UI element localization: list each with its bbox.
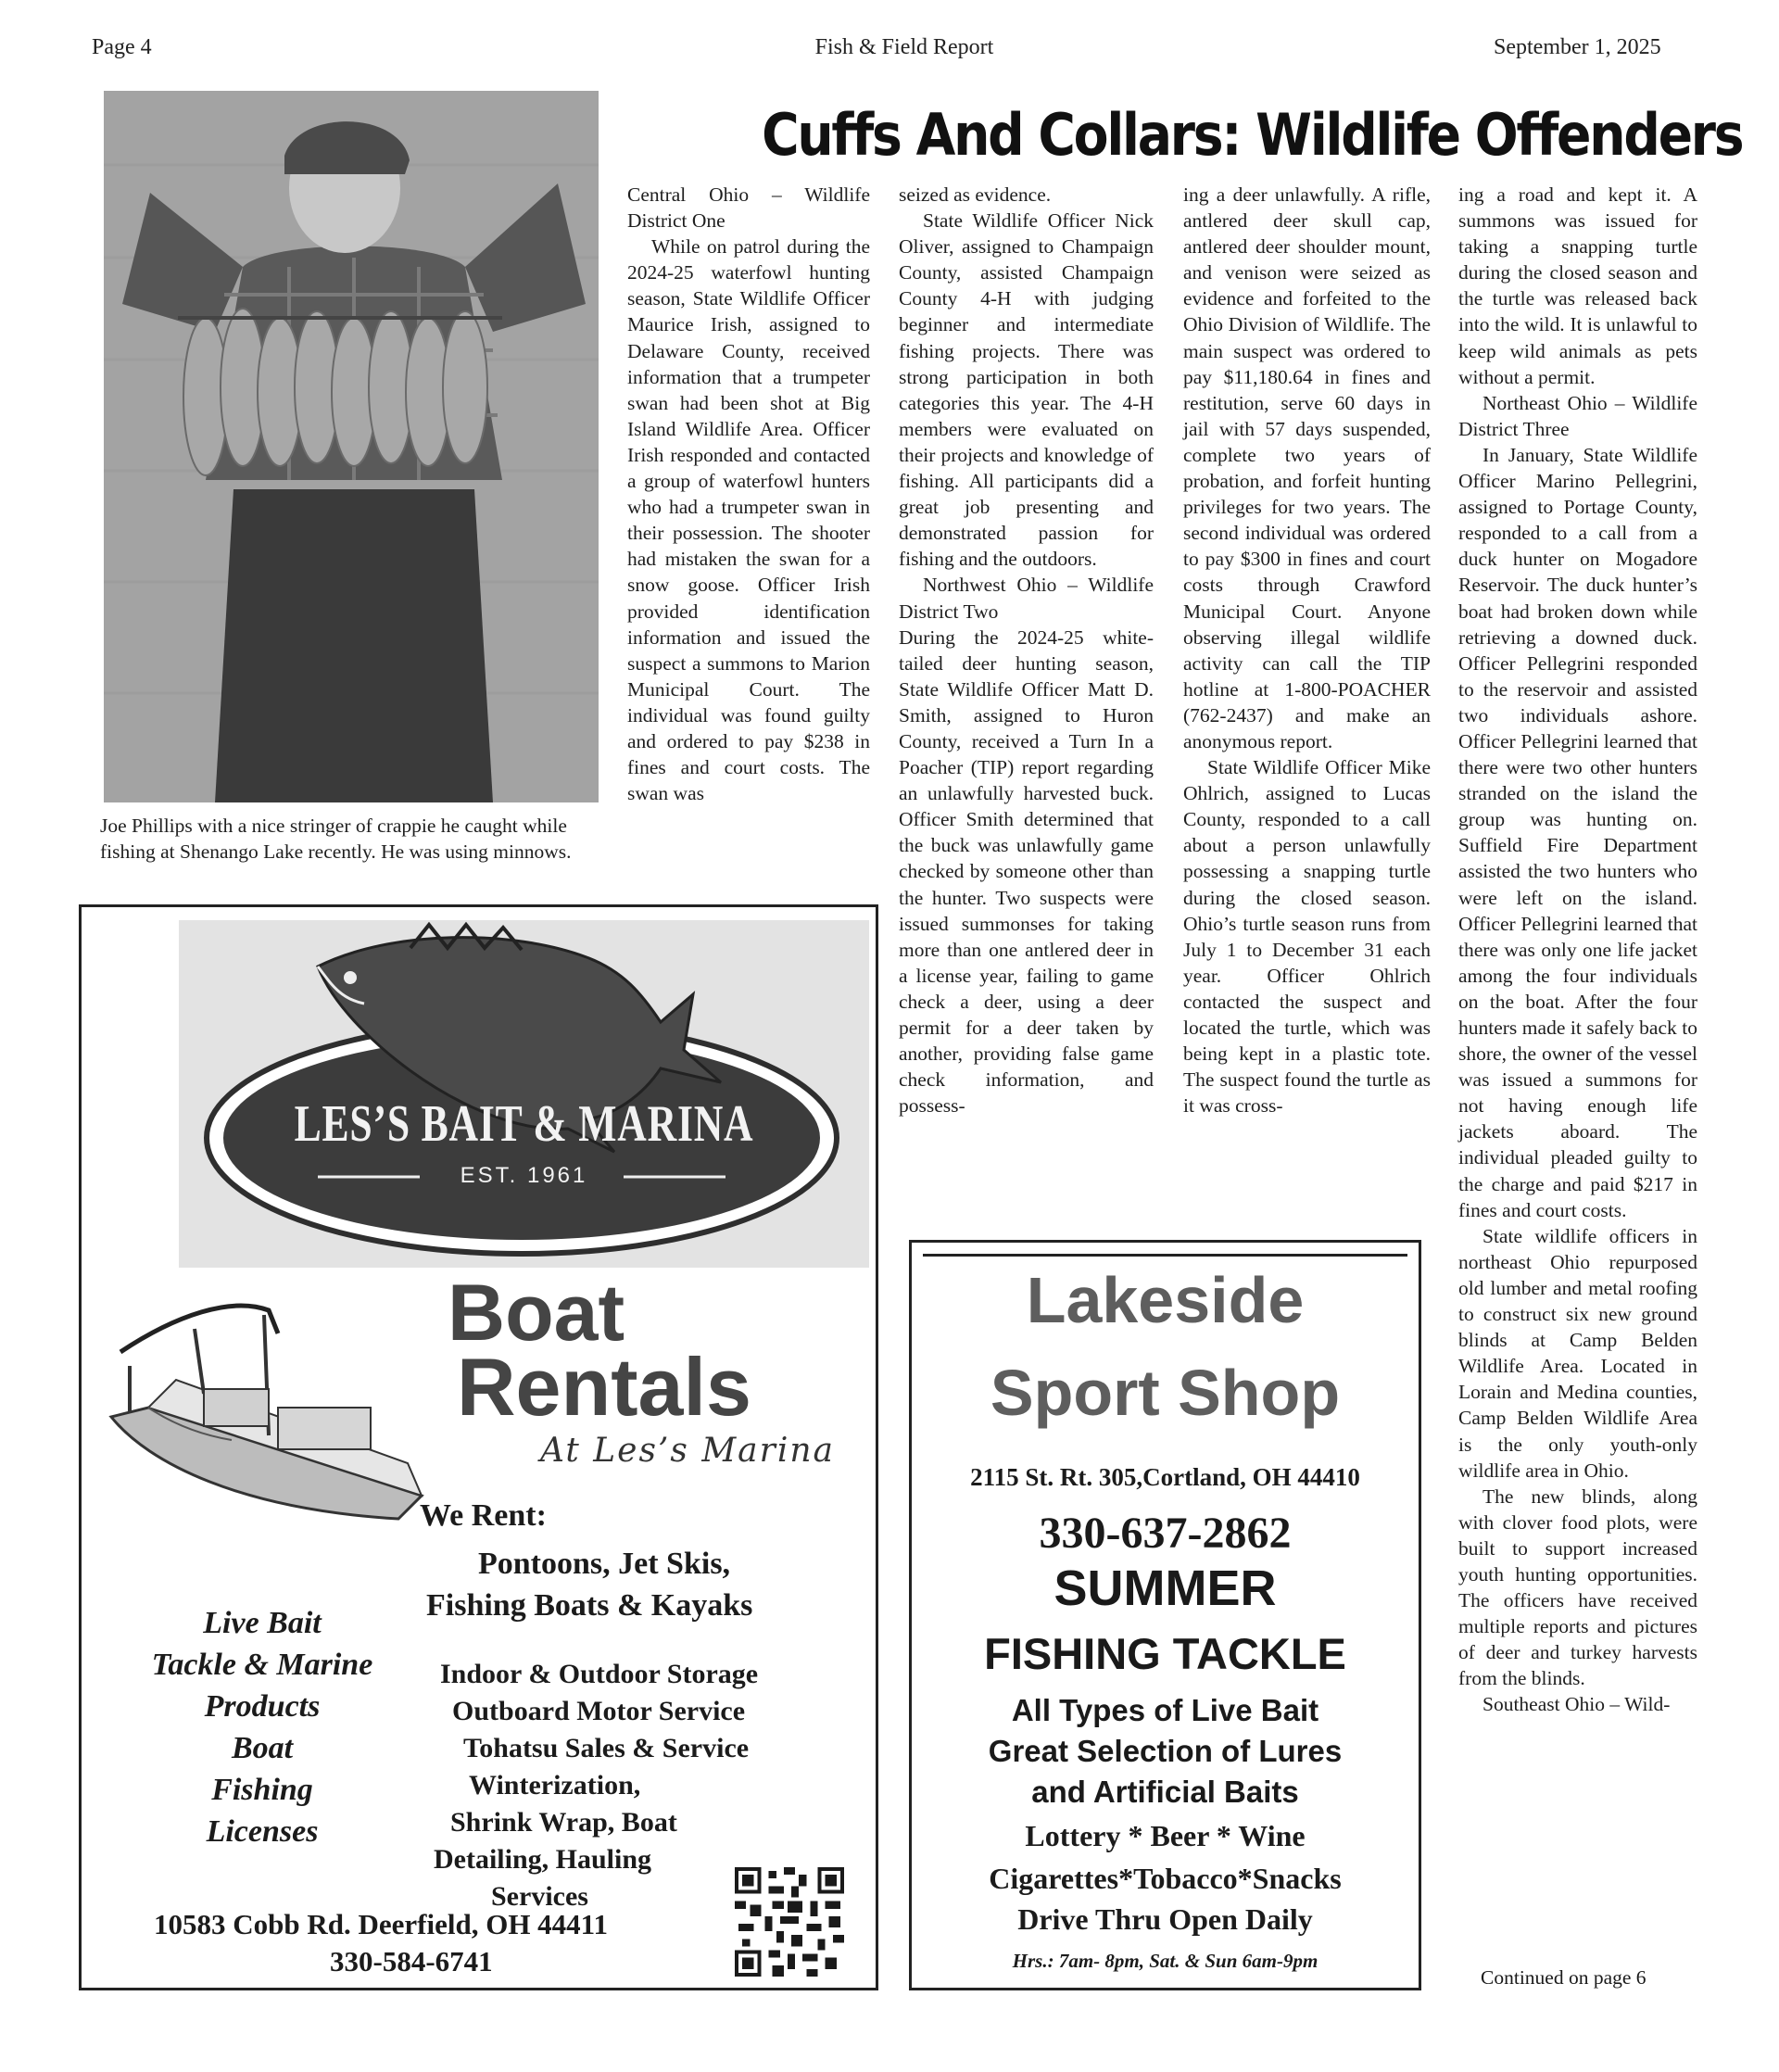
publication-name: Fish & Field Report <box>814 35 994 59</box>
product-item: Fishing <box>211 1773 313 1807</box>
les-address: 10583 Cobb Rd. Deerfield, OH 44411 <box>154 1908 608 1940</box>
article-paragraph: While on patrol during the 2024-25 waterfowl hunting season, State Wildlife Officer Maurice Irish, assigned to Delaware County, received information that a trumpeter swan had been shot at Big Island Wildlife Area. Officer Irish responded and contacted a group of waterfowl hunters who had a trumpeter swan in their possession. The shooter had mistaken the swan for a snow goose. Officer Irish provided identification information and issued the suspect a summons to Marion Municipal Court. The individual was found guilty and ordered to pay $238 in fines and court costs. The swan was <box>627 235 870 805</box>
section-heading: Central Ohio – Wildlife District One <box>627 183 870 233</box>
rentals-word: Rentals <box>457 1341 751 1433</box>
product-item: Licenses <box>206 1814 319 1849</box>
left-product-list <box>105 1602 420 1852</box>
les-logo <box>179 920 869 1268</box>
pontoon-boat-image <box>93 1278 445 1528</box>
article-paragraph: State Wildlife Officer Nick Oliver, assigned to Champaign County, assisted Champaign County 4-H with judging beginner and intermediate fishing projects. There was strong participation in both categories this year. The 4-H members were evaluated on their projects and knowledge of fishing. All participants did a great job presenting and demonstrated passion for fishing and the outdoors. <box>899 209 1154 571</box>
summer-heading: SUMMER <box>1054 1560 1277 1616</box>
continued-note: Continued on page 6 <box>1481 1966 1647 1989</box>
ad-line-baits: and Artificial Baits <box>1031 1775 1299 1809</box>
pontoon-boat-icon <box>93 1278 445 1528</box>
article-paragraph: In January, State Wildlife Officer Marino Pellegrini, assigned to Portage County, responded to a call from a duck hunter on Mogadore Reservoir. The duck hunter’s boat had broken down while retrieving a downed duck. Officer Pellegrini responded to the reservoir and assisted two individuals ashore. Officer Pellegrini learned that there were two other hunters stranded on the island the group was hunting on. Suffield Fire Department assisted the two hunters who were left on the island. Officer Pellegrini learned that there was only one life jacket among the four individuals on the boat. After the four hunters made it safely back to shore, the owner of the vessel was issued a summons for not having enough life jackets aboard. The individual pleaded guilty to the charge and paid $217 in fines and court costs. <box>1458 443 1697 1221</box>
article-paragraph: The new blinds, along with clover food plots, were built to support increased youth hunting opportunities. The officers have received multiple reports and pictures of deer and turkey harvests from the blinds. <box>1458 1485 1697 1690</box>
service-item: Detailing, Hauling <box>434 1844 652 1875</box>
product-item: Tackle & Marine <box>151 1648 373 1682</box>
ad-line-lottery: Lottery * Beer * Wine <box>1025 1819 1306 1852</box>
service-item: Winterization, <box>469 1770 641 1800</box>
article-column-1 <box>627 182 870 806</box>
ad-line-cigarettes: Cigarettes*Tobacco*Snacks <box>989 1862 1342 1895</box>
article-paragraph: ing a road and kept it. A summons was issued for taking a snapping turtle during the closed season and the turtle was released back into the wild. It is unlawful to keep wild animals as pets without a permit. <box>1458 183 1697 388</box>
service-item: Outboard Motor Service <box>452 1696 746 1726</box>
rentals-script: At Les’s Marina <box>540 1432 836 1470</box>
section-heading: Northwest Ohio – Wildlife District Two <box>899 574 1154 623</box>
photo-caption: Joe Phillips with a nice stringer of crappie he caught while fishing at Shenango Lake recently. He was using minnows. <box>100 815 572 863</box>
boat-word: Boat <box>448 1269 625 1358</box>
product-item: Live Bait <box>203 1606 322 1640</box>
article-column-2 <box>899 182 1154 1118</box>
article-paragraph: ing a deer unlawfully. A rifle, antlered deer skull cap, antlered deer shoulder mount, and venison were seized as evidence and forfeited to the Ohio Division of Wildlife. The main suspect was ordered to pay $11,180.64 in fines and restitution, serve 60 days in jail with 57 days suspended, complete two years of probation, and forfeit hunting privileges for two years. The second individual was ordered to pay $300 in fines and court costs through Crawford Municipal Court. Anyone observing illegal wildlife activity can call the TIP hotline at 1-800-POACHER (762-2437) and make an anonymous report. <box>1183 183 1431 752</box>
les-logo-name: LES’S BAIT & MARINA <box>294 1095 754 1153</box>
article-paragraph: During the 2024-25 white-tailed deer hunting season, State Wildlife Officer Matt D. Smith, assigned to Huron County, received a Turn In a Poacher (TIP) report regarding an unlawfully harvested buck. Officer Smith determined that the buck was unlawfully game checked by someone other than the hunter. Two suspects were issued summonses for taking more than one antlered deer in a license year, failing to game check a deer, using a deer permit for a deer taken by another, providing false game check information, and possess- <box>899 625 1154 1118</box>
ad-rule-divider <box>923 1254 1407 1257</box>
service-item: Indoor & Outdoor Storage <box>440 1659 759 1689</box>
section-heading: Northeast Ohio – Wildlife District Three <box>1458 391 1697 440</box>
article-headline: Cuffs And Collars: Wildlife Offenders <box>762 101 1743 169</box>
service-item: Services <box>491 1881 588 1912</box>
ad-line-lures: Great Selection of Lures <box>988 1734 1343 1768</box>
rent-items-line-1: Pontoons, Jet Skis, <box>478 1547 731 1581</box>
lakeside-sport-shop-ad <box>909 1240 1421 1990</box>
article-paragraph: seized as evidence. <box>899 183 1052 206</box>
article-column-3 <box>1183 182 1431 1118</box>
les-bait-marina-ad <box>79 904 878 1990</box>
article-paragraph: State wildlife officers in northeast Ohio repurposed old lumber and metal roofing to construct six new ground blinds at Camp Belden Wildlife Area. Located in Lorain and Medina counties, Camp Belden Wildlife Area is the only youth-only wildlife area in Ohio. <box>1458 1224 1697 1482</box>
les-phone: 330-584-6741 <box>330 1945 493 1977</box>
we-rent-heading: We Rent: <box>420 1498 547 1533</box>
fisherman-photo <box>104 91 599 802</box>
service-item: Shrink Wrap, Boat <box>450 1807 677 1838</box>
section-heading: Southeast Ohio – Wild- <box>1482 1693 1671 1716</box>
shop-address: 2115 St. Rt. 305,Cortland, OH 44410 <box>970 1463 1360 1491</box>
shop-name-line-1: Lakeside <box>1026 1264 1305 1336</box>
article-column-4 <box>1458 182 1697 1718</box>
ad-line-live-bait: All Types of Live Bait <box>1011 1693 1319 1727</box>
product-item: Products <box>204 1689 321 1724</box>
fisherman-illustration <box>104 91 599 802</box>
article-paragraph: State Wildlife Officer Mike Ohlrich, assigned to Lucas County, responded to a call about a person unlawfully possessing a snapping turtle during the closed season. Ohio’s turtle season runs from July 1 to December 31 each year. Officer Ohlrich contacted the suspect and located the turtle, which was being kept in a plastic tote. The suspect found the turtle as it was cross- <box>1183 756 1431 1118</box>
product-item: Boat <box>231 1731 294 1765</box>
shop-phone: 330-637-2862 <box>1039 1509 1292 1558</box>
rent-items-line-2: Fishing Boats & Kayaks <box>426 1588 753 1623</box>
services-list <box>424 1656 758 1915</box>
qr-code-icon[interactable] <box>735 1867 844 1977</box>
issue-date: September 1, 2025 <box>1494 35 1661 59</box>
service-item: Tohatsu Sales & Service <box>463 1733 750 1763</box>
shop-hours: Hrs.: 7am- 8pm, Sat. & Sun 6am-9pm <box>1012 1950 1318 1972</box>
ad-line-drive-thru: Drive Thru Open Daily <box>1017 1902 1313 1936</box>
page-number: Page 4 <box>92 35 152 59</box>
les-logo-est: EST. 1961 <box>460 1163 588 1188</box>
shop-name-line-2: Sport Shop <box>990 1357 1341 1429</box>
fishing-tackle-heading: FISHING TACKLE <box>984 1629 1346 1678</box>
